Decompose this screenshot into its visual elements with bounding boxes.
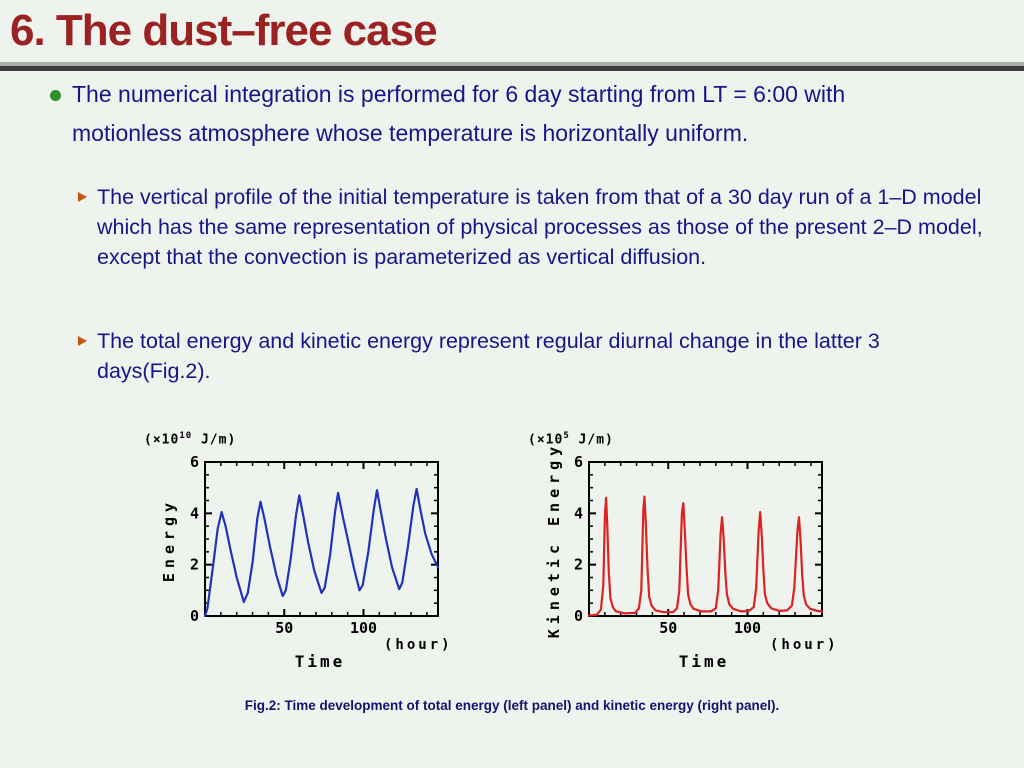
kinetic-x-axis-label: Time bbox=[678, 652, 730, 671]
svg-text:4: 4 bbox=[573, 504, 583, 523]
energy-x-axis-label: Time bbox=[294, 652, 346, 671]
sub-bullet-text: The vertical profile of the initial temperature is taken from that of a 30 day run of a 1–D model which has the same representation of physical processes as those of the present 2–D model, except that the convection is parameterized as vertical diffusion. bbox=[97, 185, 983, 269]
triangle-bullet-icon bbox=[78, 336, 87, 346]
bullet-text: The numerical integration is performed for 6 day starting from LT = 6:00 with motionless atmosphere whose temperature is horizontally uniform. bbox=[72, 81, 846, 146]
svg-text:4: 4 bbox=[189, 504, 199, 523]
energy-axis-unit-label: ($\times 10^{10}$ J/m) bbox=[144, 431, 237, 448]
separator-shadow bbox=[0, 66, 1024, 71]
slide-title: 6. The dust–free case bbox=[10, 6, 437, 55]
svg-text:6: 6 bbox=[573, 455, 583, 471]
svg-text:0: 0 bbox=[573, 607, 583, 625]
energy-x-unit-label: (hour) bbox=[384, 637, 453, 653]
svg-text:0: 0 bbox=[189, 607, 199, 625]
svg-text:50: 50 bbox=[659, 619, 678, 637]
energy-y-axis-label: Energy bbox=[160, 497, 178, 583]
svg-text:2: 2 bbox=[189, 555, 199, 574]
kinetic-y-axis-label: Kinetic Energy bbox=[545, 441, 563, 639]
kinetic-x-unit-label: (hour) bbox=[770, 637, 839, 653]
sub-bullet-text: The total energy and kinetic energy represent regular diurnal change in the latter 3 days(Fig.2). bbox=[97, 329, 880, 383]
figure-caption: Fig.2: Time development of total energy (left panel) and kinetic energy (right panel). bbox=[244, 698, 780, 713]
svg-text:100: 100 bbox=[733, 619, 762, 637]
svg-text:2: 2 bbox=[573, 555, 583, 574]
svg-text:6: 6 bbox=[189, 455, 199, 471]
kinetic-axis-unit-label: ($\times 10^5$ J/m) bbox=[528, 431, 614, 448]
total-energy-chart bbox=[175, 455, 447, 642]
bullet-dot-icon bbox=[50, 90, 61, 101]
svg-text:50: 50 bbox=[275, 619, 294, 637]
kinetic-energy-chart bbox=[559, 455, 831, 642]
triangle-bullet-icon bbox=[78, 192, 87, 202]
svg-text:100: 100 bbox=[349, 619, 378, 637]
